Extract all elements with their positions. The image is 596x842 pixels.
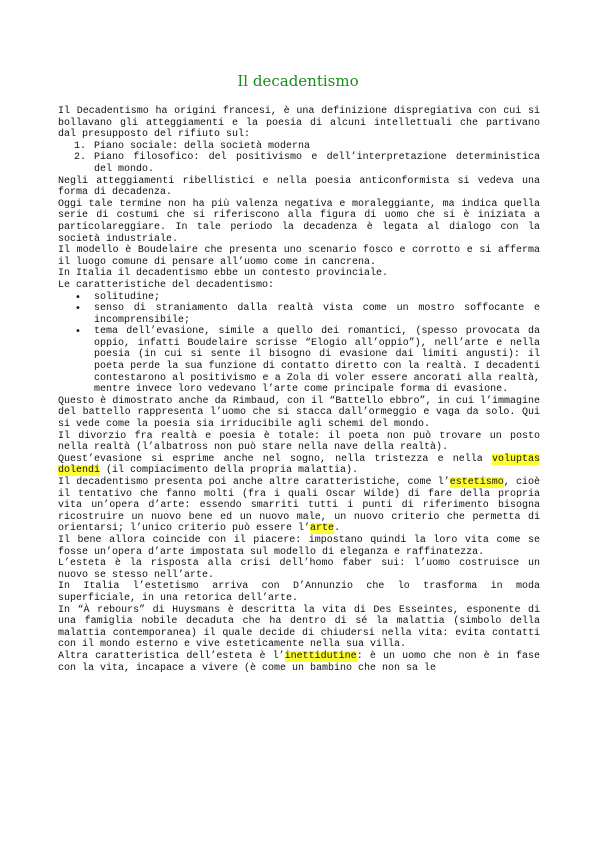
numbered-list: [58, 141, 540, 176]
bullet-icon: •: [75, 303, 81, 315]
list-item: • solitudine;: [75, 291, 161, 303]
paragraph: In Italia il decadentismo ebbe un contesto provinciale.: [58, 268, 389, 280]
paragraph: Quest’evasione si esprime anche nel sogno, nella tristezza e nella voluptas dolendi (il compiacimento della propria malattia).: [58, 453, 540, 477]
list-item: 1. Piano sociale: della società moderna: [92, 141, 540, 153]
highlighted-term: arte: [310, 523, 335, 535]
paragraph: Questo è dimostrato anche da Rimbaud, con il “Battello ebbro”, in cui l’immagine del battello rappresenta l’uomo che si stacca dall’ormeggio e vaga da solo. Qui si vede come la poesia sia irriducibile agli schemi del mondo.: [58, 395, 540, 431]
list-item: 2. Piano filosofico: del positivismo e dell’interpretazione deterministica del mondo.: [92, 152, 540, 175]
bullet-icon: •: [75, 326, 81, 338]
paragraph: In “À rebours” di Huysmans è descritta la vita di Des Esseintes, esponente di una famiglia nobile decaduta che ha dentro di sé la malattia (simbolo della malattia contemporanea) il quale decide di chiudersi nella vita: evita contatti con il mondo esterno e vive esteticamente nella sua villa.: [58, 604, 540, 651]
highlighted-term: inettidutine: [284, 650, 357, 662]
paragraph: Negli atteggiamenti ribellistici e nella poesia anticonformista si vedeva una forma di decadenza.: [58, 175, 540, 199]
list-item: • tema dell’evasione, simile a quello dei romantici, (spesso provocata da oppio, infatti Boudelaire scrisse “Elogio all’oppio”), nell’arte e nella poesia (in cui si sente il bisogno di evasione dai limiti angusti): il poeta perde la sua funzione di contatto diretto con la realtà. I decadenti contestarono al positivismo e a Zola di voler essere ancorati alla realtà, mentre invece loro vedevano l’arte come principale forma di evasione.: [75, 326, 540, 396]
list-item: • senso di straniamento dalla realtà vista come un mostro soffocante e incomprensibile;: [75, 303, 540, 326]
bullet-list: [58, 292, 540, 396]
paragraph-intro: Il Decadentismo ha origini francesi, è una definizione dispregiativa con cui si bollavano gli atteggiamenti e la poesia di alcuni intellettuali che partivano dal presupposto del rifiuto sul:: [58, 106, 540, 141]
highlighted-term: estetismo: [449, 477, 504, 488]
document-title: Il decadentismo: [237, 72, 359, 90]
paragraph: Il divorzio fra realtà e poesia è totale: il poeta non può trovare un posto nella realtà (l’albatross non può stare nella nave della realtà).: [58, 430, 540, 454]
paragraph: Altra caratteristica dell’esteta è l’inettidutine: è un uomo che non è in fase con la vita, incapace a vivere (è come un bambino che non sa le: [58, 650, 540, 674]
paragraph: L’esteta è la risposta alla crisi dell’homo faber sui: l’uomo costruisce un nuovo se stesso nell’arte.: [58, 558, 540, 581]
paragraph: Oggi tale termine non ha più valenza negativa e moraleggiante, ma indica quella serie di costumi che si riferiscono alla figura di uomo che si è iniziata a particolareggiare. In tale periodo la decadenza è legata al dialogo con la società industriale.: [58, 198, 540, 245]
highlighted-term: voluptas dolendi: [58, 453, 540, 477]
paragraph: Il decadentismo presenta poi anche altre caratteristiche, come l’estetismo, cioè il tentativo che fanno molti (fra i quali Oscar Wilde) di fare della propria vita un’opera d’arte: essendo smarriti tutti i punti di riferimento bisogna ricostruire un nuovo bene ed un nuovo male, un nuovo criterio che permetta di orientarsi; l’unico criterio può essere l’arte.: [58, 477, 540, 535]
paragraph: In Italia l’estetismo arriva con D’Annunzio che lo trasforma in moda superficiale, in una retorica dell’arte.: [58, 581, 540, 604]
paragraph: Il modello è Boudelaire che presenta uno scenario fosco e corrotto e si afferma il luogo comune di pensare all’uomo come in cancrena.: [58, 245, 540, 268]
paragraph: Le caratteristiche del decadentismo:: [58, 279, 275, 291]
bullet-icon: •: [75, 291, 81, 303]
paragraph: Il bene allora coincide con il piacere: impostano quindi la loro vita come se fosse un’opera d’arte impostata sul modello di eleganza e raffinatezza.: [58, 534, 540, 558]
document-body: [58, 106, 540, 674]
